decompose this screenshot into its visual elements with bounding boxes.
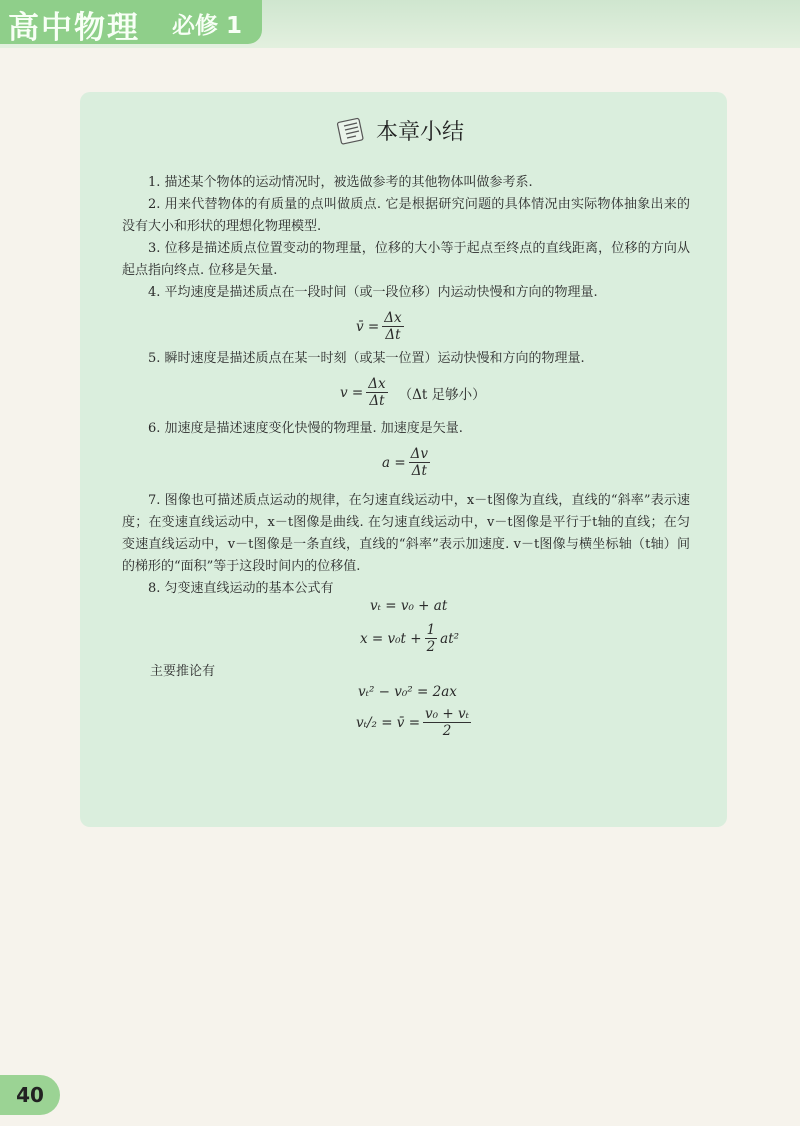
instantaneous-velocity-formula <box>340 376 486 409</box>
fraction <box>409 446 430 479</box>
notebook-icon <box>336 115 366 145</box>
summary-item-1: 1. 描述某个物体的运动情况时，被选做参考的其他物体叫做参考系. <box>148 175 533 190</box>
displacement-formula <box>360 622 459 655</box>
page-number: 40 <box>0 1075 60 1115</box>
eq-lhs: v̄ = <box>356 318 380 335</box>
eq-lhs: x = v₀t + <box>360 630 422 647</box>
section-header <box>0 112 800 148</box>
denominator: Δt <box>411 463 427 479</box>
inference-label: 主要推论有 <box>150 664 216 679</box>
denominator: Δt <box>369 393 385 409</box>
summary-item-5: 5. 瞬时速度是描述质点在某一时刻（或某一位置）运动快慢和方向的物理量. <box>148 351 585 366</box>
summary-item-3: 3. 位移是描述质点位置变动的物理量，位移的大小等于起点至终点的直线距离，位移的方向从起点指向终点. 位移是矢量. <box>122 241 690 278</box>
summary-item-6: 6. 加速度是描述速度变化快慢的物理量. 加速度是矢量. <box>148 421 463 436</box>
eq-text: vₜ = v₀ + at <box>370 598 448 614</box>
fraction <box>382 310 403 343</box>
condition-note: （Δt 足够小） <box>398 386 486 403</box>
acceleration-formula <box>382 446 433 479</box>
eq-lhs: v = <box>340 384 364 401</box>
eq-text: vₜ² − v₀² = 2ax <box>358 684 457 700</box>
summary-item-8: 8. 匀变速直线运动的基本公式有 <box>148 581 334 596</box>
volume-label: 必修 1 <box>172 13 243 39</box>
velocity-displacement-formula <box>358 684 457 700</box>
midtime-velocity-formula <box>356 706 474 739</box>
header-tab <box>0 0 262 44</box>
summary-item-2: 2. 用来代替物体的有质量的点叫做质点. 它是根据研究问题的具体情况由实际物体抽象出来的没有大小和形状的理想化物理模型. <box>122 197 690 234</box>
numerator: 1 <box>426 622 436 638</box>
average-velocity-formula <box>356 310 407 343</box>
numerator: Δx <box>384 310 402 326</box>
eq-lhs: vₜ/₂ = v̄ = <box>356 714 421 731</box>
summary-item-4: 4. 平均速度是描述质点在一段时间（或一段位移）内运动快慢和方向的物理量. <box>148 285 598 300</box>
numerator: Δx <box>368 376 386 392</box>
denominator: 2 <box>426 639 436 655</box>
denominator: Δt <box>385 327 401 343</box>
section-title: 本章小结 <box>375 119 464 145</box>
eq-lhs: a = <box>382 454 406 471</box>
eq-tail: at² <box>440 630 460 647</box>
numerator: Δv <box>410 446 429 462</box>
fraction <box>366 376 387 409</box>
summary-item-7: 7. 图像也可描述质点运动的规律，在匀速直线运动中，x－t图像为直线，直线的“斜率”表示速度；在变速直线运动中，x－t图像是曲线. 在匀速直线运动中，v－t图像是平行于t轴的直线；在匀变速直线运动中，v－t图像是一条直线，直线的“斜率”表示加速度. v－t图像与横坐标轴（t轴）间的梯形的“面积”等于这段时间内的位移值. <box>122 493 690 574</box>
book-title: 高中物理 <box>8 10 140 46</box>
fraction <box>423 706 471 739</box>
denominator: 2 <box>442 723 452 739</box>
numerator: v₀ + vₜ <box>425 706 469 722</box>
fraction <box>425 622 438 655</box>
velocity-time-formula <box>370 598 447 614</box>
